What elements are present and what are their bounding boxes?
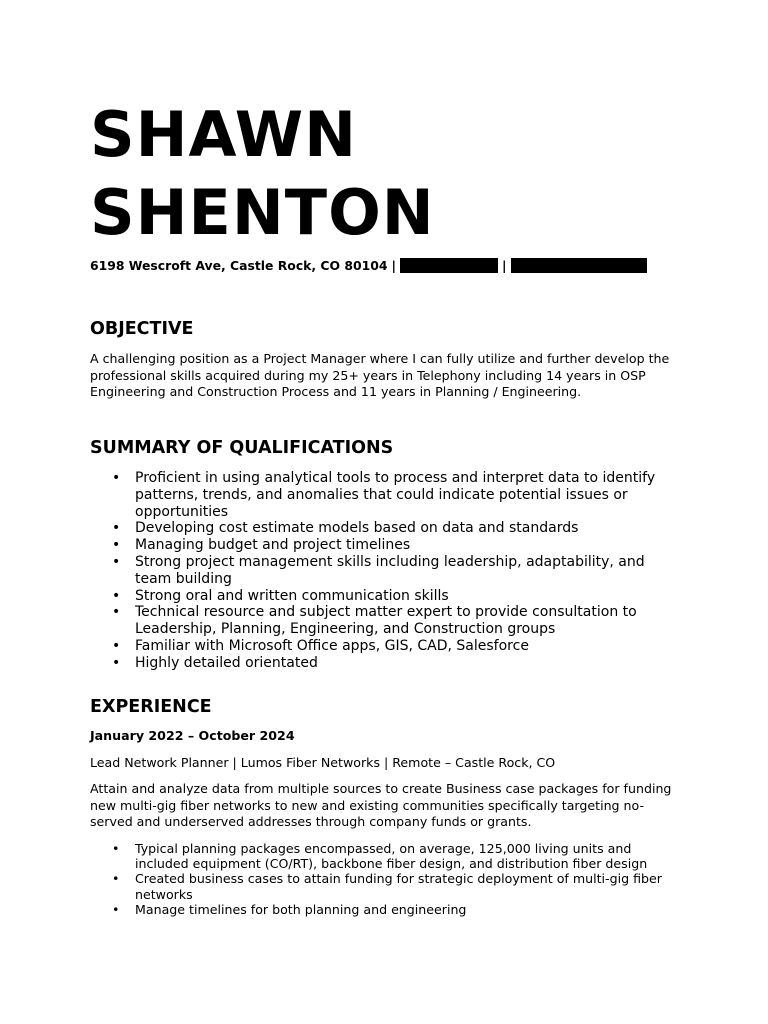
list-item: • Typical planning packages encompassed, on average, 125,000 living units and included equipment (CO/RT), backbone fiber design, and distribution fiber design <box>90 841 680 871</box>
address-text: 6198 Wescroft Ave, Castle Rock, CO 80104 <box>90 258 388 273</box>
list-item: • Familiar with Microsoft Office apps, GIS, CAD, Salesforce <box>90 638 680 655</box>
list-item: • Highly detailed orientated <box>90 655 680 672</box>
separator: | <box>391 258 397 273</box>
redacted-email-block <box>511 258 647 273</box>
list-item: • Proficient in using analytical tools to process and interpret data to identify patterns, trends, and anomalies that could indicate potential issues or opportunities <box>90 470 680 520</box>
name-line-last: SHENTON <box>90 176 435 249</box>
list-item: • Created business cases to attain funding for strategic deployment of multi-gig fiber networks <box>90 871 680 901</box>
contact-line <box>90 258 647 273</box>
list-item: • Developing cost estimate models based on data and standards <box>90 520 680 537</box>
name-line-first: SHAWN <box>90 98 358 171</box>
objective-text: A challenging position as a Project Manager where I can fully utilize and further develop the professional skills acquired during my 25+ years in Telephony including 14 years in OSP Engineering and Construction Process and 11 years in Planning / Engineering. <box>90 351 670 400</box>
list-item: • Manage timelines for both planning and engineering <box>90 902 680 917</box>
redacted-phone-block <box>400 258 498 273</box>
job-bullets <box>90 841 680 917</box>
qualifications-heading: SUMMARY OF QUALIFICATIONS <box>90 438 394 458</box>
job-description: Attain and analyze data from multiple sources to create Business case packages for funding new multi-gig fiber networks to new and existing communities specifically targeting no-served and underserved addresses through company funds or grants. <box>90 781 672 830</box>
job-dates: January 2022 – October 2024 <box>90 728 295 743</box>
experience-heading: EXPERIENCE <box>90 697 212 717</box>
job-title-line: Lead Network Planner | Lumos Fiber Networks | Remote – Castle Rock, CO <box>90 755 556 770</box>
list-item: • Strong project management skills including leadership, adaptability, and team building <box>90 554 680 588</box>
candidate-name <box>90 96 435 252</box>
qualifications-list <box>90 470 680 672</box>
separator: | <box>502 258 507 273</box>
list-item: • Managing budget and project timelines <box>90 537 680 554</box>
list-item: • Strong oral and written communication skills <box>90 588 680 605</box>
list-item: • Technical resource and subject matter expert to provide consultation to Leadership, Planning, Engineering, and Construction groups <box>90 604 680 638</box>
objective-heading: OBJECTIVE <box>90 319 194 339</box>
